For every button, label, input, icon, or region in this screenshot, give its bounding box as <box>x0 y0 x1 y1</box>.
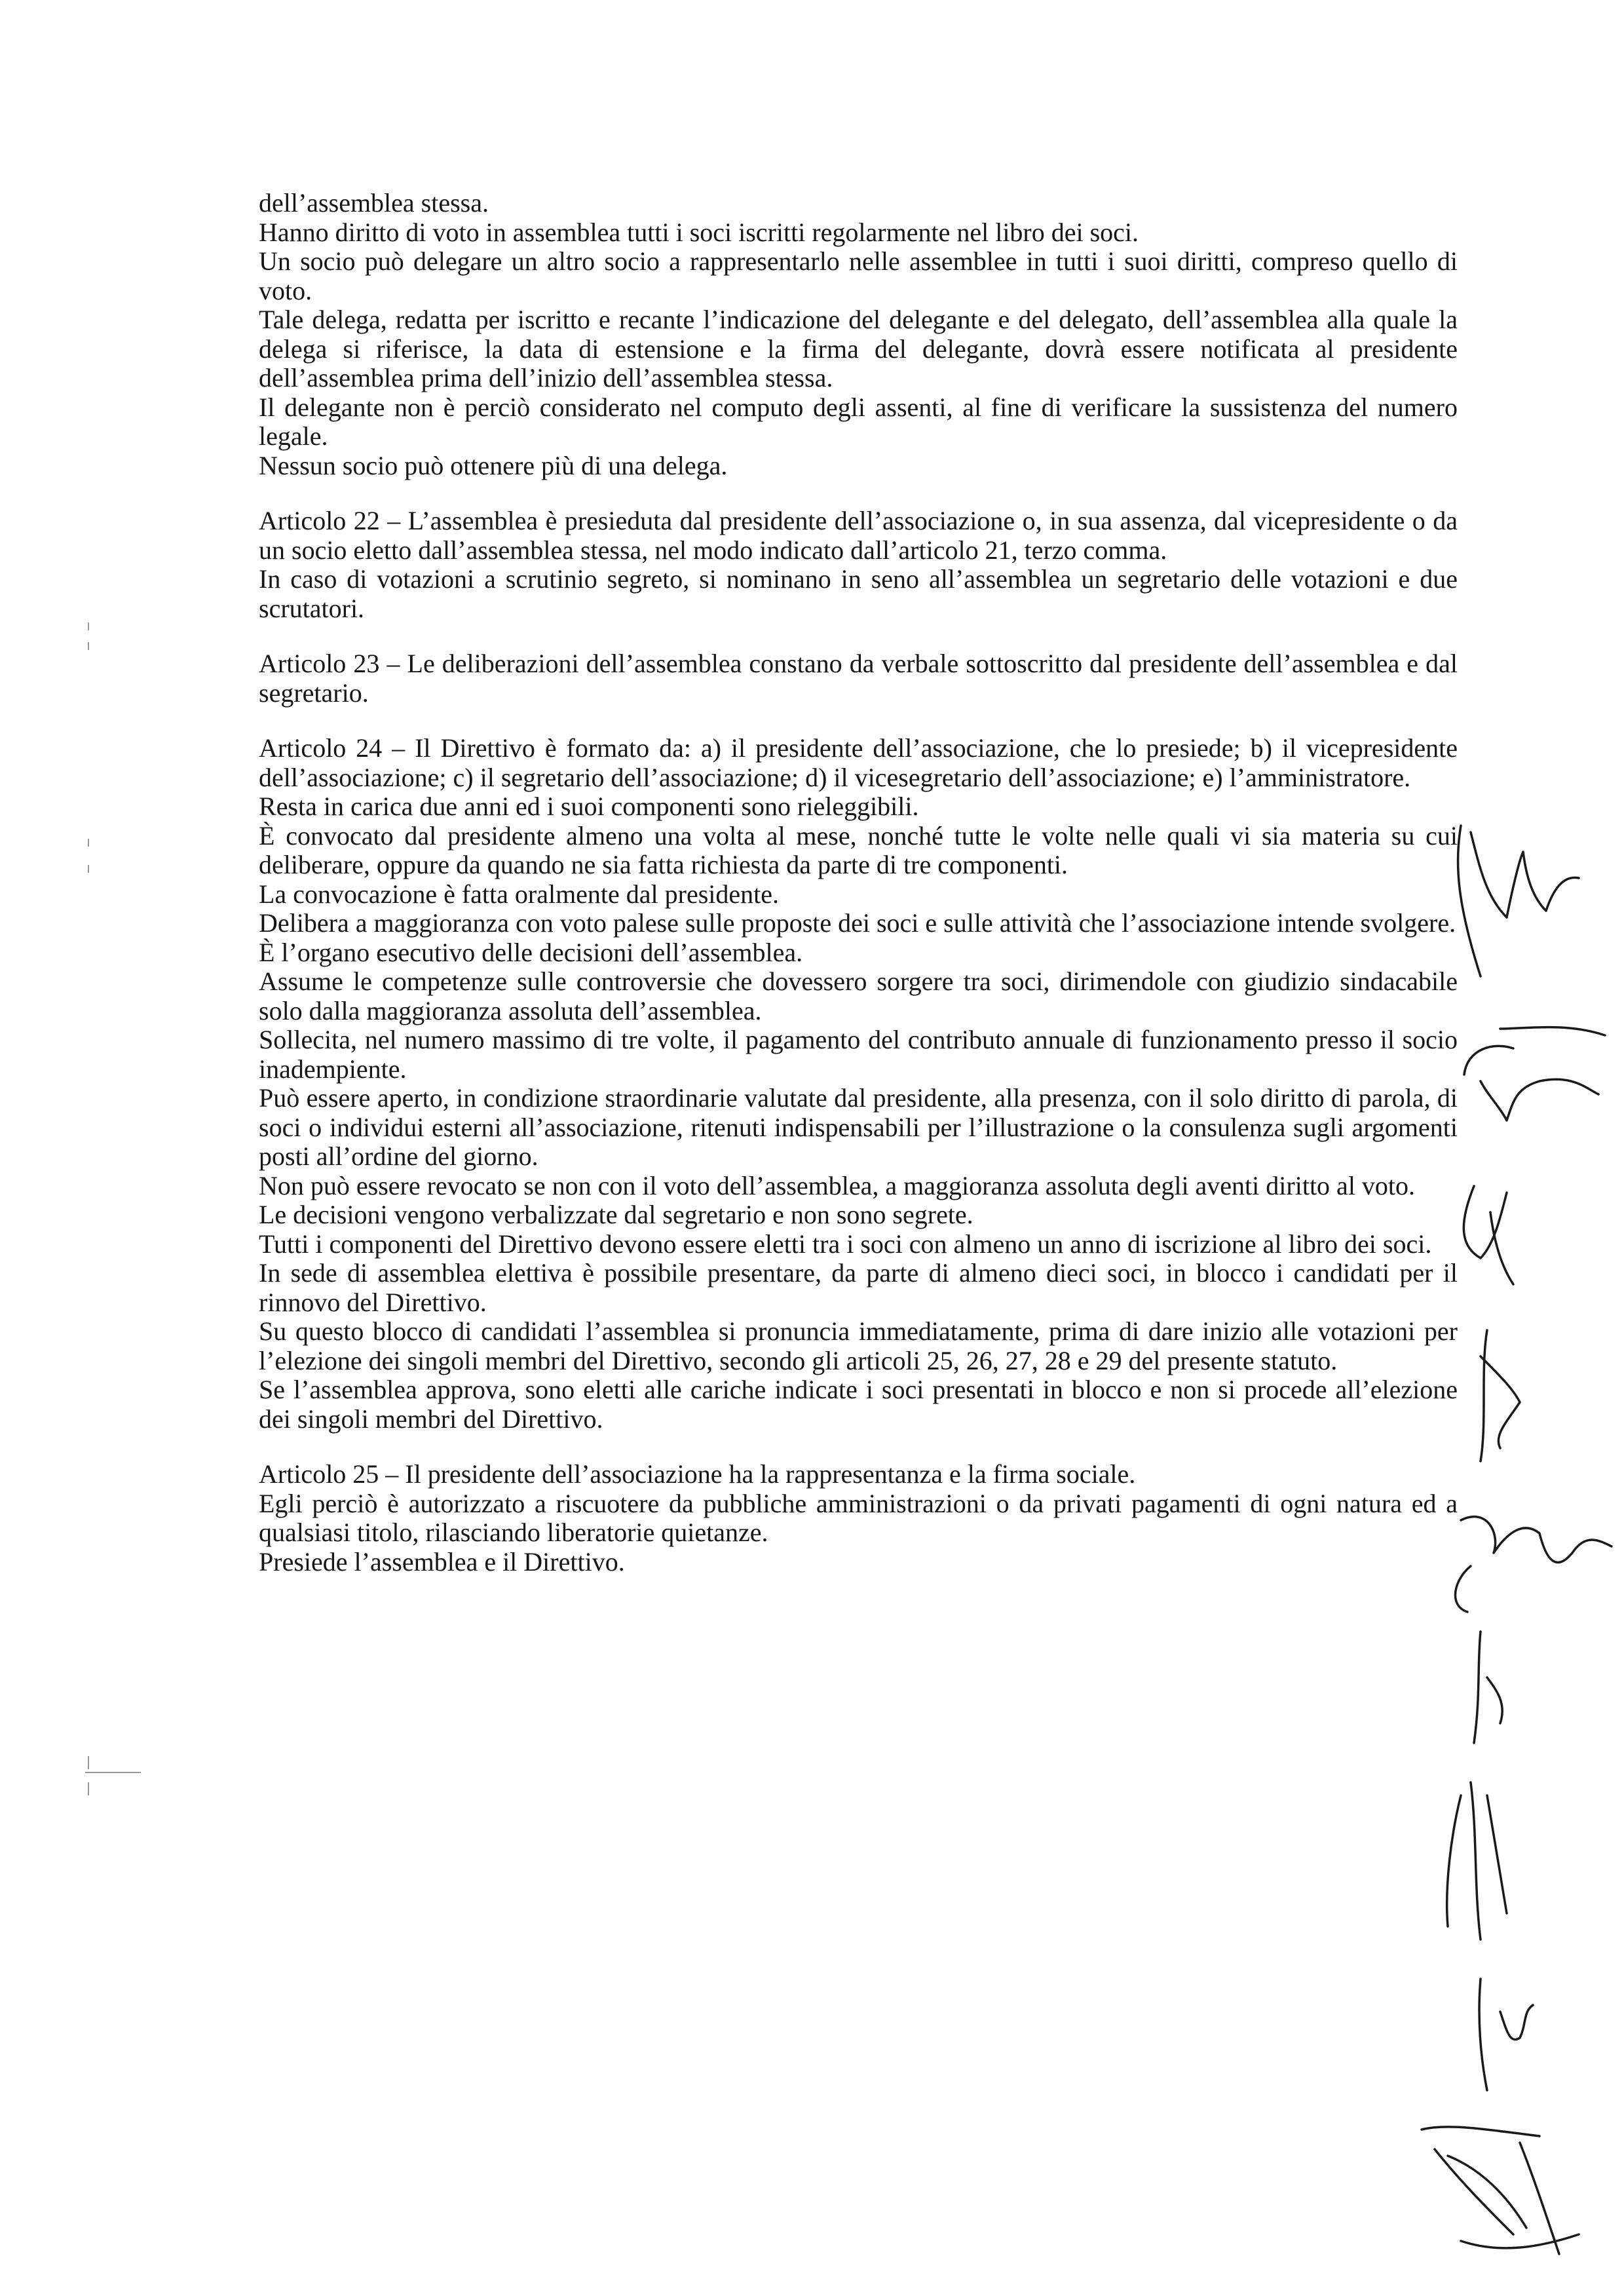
scan-margin-marks <box>79 590 183 1835</box>
paragraph: In caso di votazioni a scrutinio segreto, si nominano in seno all’assemblea un segretario delle votazioni e due scrutatori. <box>259 564 1458 623</box>
paragraph: Hanno diritto di voto in assemblea tutti i soci iscritti regolarmente nel libro dei soci. <box>259 217 1139 247</box>
paragraph: Tutti i componenti del Direttivo devono essere eletti tra i soci con almeno un anno di iscrizione al libro dei soci. <box>259 1229 1432 1259</box>
paragraph: Il delegante non è perciò considerato nel computo degli assenti, al fine di verificare la sussistenza del numero legale. <box>259 392 1458 451</box>
paragraph: Nessun socio può ottenere più di una delega. <box>259 450 728 480</box>
article-24: Articolo 24 – Il Direttivo è formato da: a) il presidente dell’associazione, che lo presiede; b) il vicepresidente dell’associazione; c) il segretario dell’associazione; d) il vicesegretario dell’associazione; e) l’amministratore. <box>259 733 1458 792</box>
paragraph: dell’assemblea stessa. <box>259 188 489 218</box>
article-25: Articolo 25 – Il presidente dell’associazione ha la rappresentanza e la firma sociale. <box>259 1459 1136 1489</box>
paragraph: Presiede l’assemblea e il Direttivo. <box>259 1546 625 1577</box>
paragraph: Se l’assemblea approva, sono eletti alle cariche indicate i soci presentati in blocco e non si procede all’elezione dei singoli membri del Direttivo. <box>259 1375 1458 1434</box>
paragraph: Non può essere revocato se non con il voto dell’assemblea, a maggioranza assoluta degli aventi diritto al voto. <box>259 1170 1416 1200</box>
paragraph: In sede di assemblea elettiva è possibile presentare, da parte di almeno dieci soci, in blocco i candidati per il rinnovo del Direttivo. <box>259 1258 1458 1317</box>
signature-1 <box>1408 813 1624 2296</box>
article-22: Articolo 22 – L’assemblea è presieduta dal presidente dell’associazione o, in sua assenza, dal vicepresidente o da un socio eletto dall’assemblea stessa, nel modo indicato dall’articolo 21, terzo comma. <box>259 506 1458 565</box>
paragraph: La convocazione è fatta oralmente dal presidente. <box>259 879 780 909</box>
paragraph: Tale delega, redatta per iscritto e recante l’indicazione del delegante e del delegato, dell’assemblea alla quale la delega si riferisce, la data di estensione e la firma del delegante, dovrà essere notificata al presidente dell’assemblea prima dell’inizio dell’assemblea stessa. <box>259 305 1458 392</box>
paragraph: Assume le competenze sulle controversie che dovessero sorgere tra soci, dirimendole con giudizio sindacabile solo dalla maggioranza assoluta dell’assemblea. <box>259 966 1458 1025</box>
paragraph: È l’organo esecutivo delle decisioni dell’assemblea. <box>259 937 803 967</box>
paragraph: Resta in carica due anni ed i suoi componenti sono rieleggibili. <box>259 792 919 821</box>
paragraph: Può essere aperto, in condizione straordinarie valutate dal presidente, alla presenza, con il solo diritto di parola, di soci o individui esterni all’associazione, ritenuti indispensabili per l’illustrazione o la consulenza sugli argomenti posti all’ordine del giorno. <box>259 1083 1458 1171</box>
paragraph: Delibera a maggioranza con voto palese sulle proposte dei soci e sulle attività che l’associazione intende svolgere. <box>259 908 1456 938</box>
paragraph: È convocato dal presidente almeno una volta al mese, nonché tutte le volte nelle quali vi sia materia su cui deliberare, oppure da quando ne sia fatta richiesta da parte di tre componenti. <box>259 820 1458 879</box>
article-23: Articolo 23 – Le deliberazioni dell’assemblea constano da verbale sottoscritto dal presidente dell’assemblea e dal segretario. <box>259 649 1458 708</box>
document-body <box>259 189 1458 1577</box>
paragraph: Le decisioni vengono verbalizzate dal segretario e non sono segrete. <box>259 1200 973 1229</box>
paragraph: Su questo blocco di candidati l’assemblea si pronuncia immediatamente, prima di dare inizio alle votazioni per l’elezione dei singoli membri del Direttivo, secondo gli articoli 25, 26, 27, 28 e 29 del presente statuto. <box>259 1316 1458 1375</box>
margin-signatures <box>1408 813 1624 2296</box>
paragraph: Sollecita, nel numero massimo di tre volte, il pagamento del contributo annuale di funzionamento presso il socio inadempiente. <box>259 1025 1458 1084</box>
paragraph: Egli perciò è autorizzato a riscuotere da pubbliche amministrazioni o da privati pagamenti di ogni natura ed a qualsiasi titolo, rilasciando liberatorie quietanze. <box>259 1488 1458 1547</box>
paragraph: Un socio può delegare un altro socio a rappresentarlo nelle assemblee in tutti i suoi diritti, compreso quello di voto. <box>259 246 1458 305</box>
